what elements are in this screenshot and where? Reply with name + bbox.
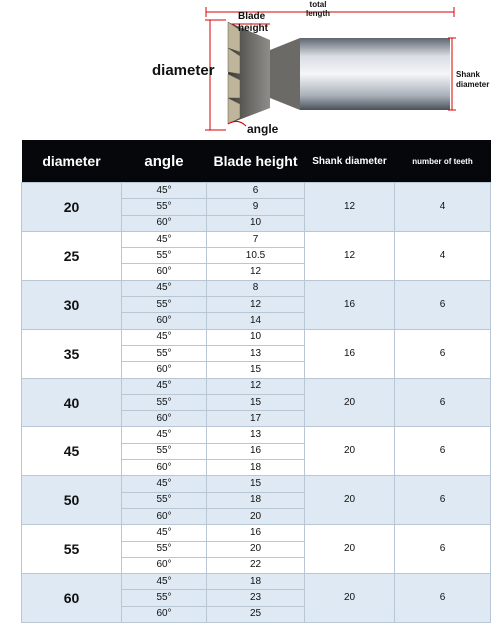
table-row (22, 525, 491, 541)
cell-angle: 60° (122, 460, 207, 476)
cell-blade-height: 15 (207, 362, 305, 378)
header-number-of-teeth: number of teeth (395, 140, 491, 183)
spec-table (21, 140, 491, 623)
total-label-line2: length (306, 9, 330, 18)
cell-number-of-teeth: 4 (395, 183, 491, 232)
cell-shank-diameter: 16 (305, 329, 395, 378)
cell-angle: 60° (122, 606, 207, 622)
cell-blade-height: 10 (207, 329, 305, 345)
cutter-diagram (0, 0, 500, 140)
cell-angle: 55° (122, 394, 207, 410)
cell-shank-diameter: 20 (305, 476, 395, 525)
cell-blade-height: 10 (207, 215, 305, 231)
cell-diameter: 20 (22, 183, 122, 232)
cell-blade-height: 18 (207, 460, 305, 476)
header-diameter: diameter (22, 140, 122, 183)
cell-shank-diameter: 20 (305, 574, 395, 623)
cell-angle: 45° (122, 574, 207, 590)
cell-blade-height: 20 (207, 541, 305, 557)
cell-angle: 55° (122, 541, 207, 557)
cell-number-of-teeth: 6 (395, 476, 491, 525)
cell-blade-height: 17 (207, 411, 305, 427)
cell-blade-height: 16 (207, 525, 305, 541)
cell-diameter: 55 (22, 525, 122, 574)
table-row (22, 378, 491, 394)
cell-blade-height: 25 (207, 606, 305, 622)
cell-angle: 55° (122, 492, 207, 508)
cell-number-of-teeth: 6 (395, 525, 491, 574)
cell-shank-diameter: 12 (305, 183, 395, 232)
shank-label-line1: Shank (456, 70, 481, 79)
cell-angle: 45° (122, 280, 207, 296)
table-body (22, 183, 491, 623)
cell-blade-height: 20 (207, 508, 305, 524)
cell-number-of-teeth: 6 (395, 280, 491, 329)
cell-shank-diameter: 12 (305, 231, 395, 280)
cell-angle: 45° (122, 476, 207, 492)
cell-number-of-teeth: 6 (395, 427, 491, 476)
cell-angle: 45° (122, 525, 207, 541)
cell-angle: 45° (122, 231, 207, 247)
cell-blade-height: 10.5 (207, 248, 305, 264)
cell-angle: 45° (122, 183, 207, 199)
cell-angle: 45° (122, 329, 207, 345)
total-length-label (306, 0, 330, 18)
angle-label: angle (247, 122, 279, 136)
cell-angle: 55° (122, 443, 207, 459)
table-row (22, 476, 491, 492)
header-shank-diameter: Shank diameter (305, 140, 395, 183)
cell-blade-height: 15 (207, 394, 305, 410)
table-header-row (22, 140, 491, 183)
cell-diameter: 25 (22, 231, 122, 280)
cell-blade-height: 13 (207, 345, 305, 361)
cell-diameter: 35 (22, 329, 122, 378)
header-blade-height: Blade height (207, 140, 305, 183)
cell-number-of-teeth: 6 (395, 329, 491, 378)
cell-diameter: 60 (22, 574, 122, 623)
cell-blade-height: 18 (207, 574, 305, 590)
cell-number-of-teeth: 6 (395, 378, 491, 427)
header-angle: angle (122, 140, 207, 183)
shank-diameter-label (456, 70, 489, 90)
cell-number-of-teeth: 6 (395, 574, 491, 623)
cell-diameter: 40 (22, 378, 122, 427)
cell-shank-diameter: 20 (305, 378, 395, 427)
cell-angle: 60° (122, 313, 207, 329)
cell-blade-height: 16 (207, 443, 305, 459)
cell-angle: 60° (122, 264, 207, 280)
cell-shank-diameter: 16 (305, 280, 395, 329)
table-row (22, 231, 491, 247)
total-label-line1: total (309, 0, 327, 9)
blade-label-line2: height (238, 23, 268, 34)
cell-blade-height: 18 (207, 492, 305, 508)
table-row (22, 427, 491, 443)
cell-blade-height: 15 (207, 476, 305, 492)
cell-blade-height: 9 (207, 199, 305, 215)
cell-blade-height: 12 (207, 378, 305, 394)
cell-blade-height: 12 (207, 297, 305, 313)
cell-angle: 55° (122, 297, 207, 313)
cell-blade-height: 13 (207, 427, 305, 443)
cell-angle: 55° (122, 199, 207, 215)
cell-angle: 55° (122, 248, 207, 264)
cell-angle: 60° (122, 411, 207, 427)
cell-blade-height: 12 (207, 264, 305, 280)
table-row (22, 183, 491, 199)
cell-angle: 60° (122, 508, 207, 524)
cell-shank-diameter: 20 (305, 525, 395, 574)
cell-angle: 60° (122, 557, 207, 573)
cell-blade-height: 7 (207, 231, 305, 247)
table-row (22, 329, 491, 345)
cell-angle: 55° (122, 345, 207, 361)
cell-blade-height: 14 (207, 313, 305, 329)
cell-angle: 60° (122, 215, 207, 231)
blade-label-line1: Blade (238, 11, 266, 22)
cell-diameter: 50 (22, 476, 122, 525)
cell-angle: 45° (122, 427, 207, 443)
cell-number-of-teeth: 4 (395, 231, 491, 280)
blade-height-label (238, 11, 268, 35)
cell-blade-height: 6 (207, 183, 305, 199)
cell-blade-height: 22 (207, 557, 305, 573)
cell-shank-diameter: 20 (305, 427, 395, 476)
cell-angle: 60° (122, 362, 207, 378)
diameter-label: diameter (152, 62, 215, 79)
cutter-neck (270, 38, 300, 110)
cell-diameter: 30 (22, 280, 122, 329)
cell-blade-height: 23 (207, 590, 305, 606)
cell-blade-height: 8 (207, 280, 305, 296)
shank-body (300, 38, 450, 110)
cell-diameter: 45 (22, 427, 122, 476)
table-row (22, 574, 491, 590)
table-row (22, 280, 491, 296)
cell-angle: 55° (122, 590, 207, 606)
shank-label-line2: diameter (456, 80, 490, 89)
cell-angle: 45° (122, 378, 207, 394)
